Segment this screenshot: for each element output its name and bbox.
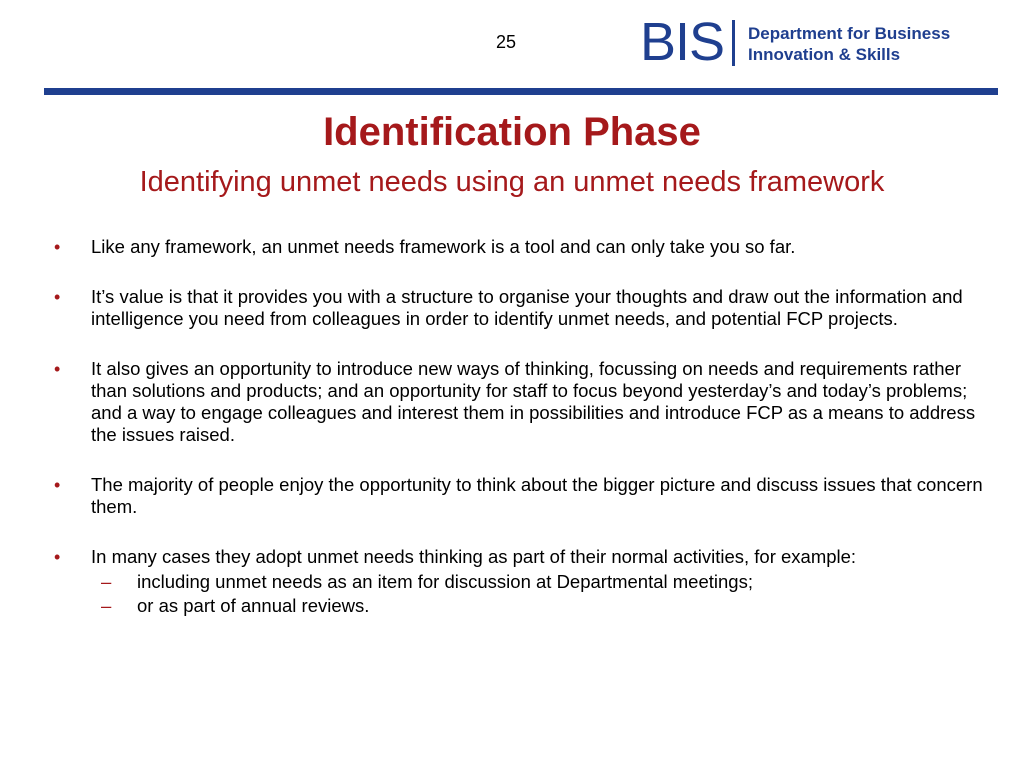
bullet-text: It also gives an opportunity to introduce new ways of thinking, focussing on needs and requirements rather than solutions and products; and an opportunity for staff to focus beyond yesterday’s and today’s problems; and a way to engage colleagues and interest them in possibilities and introduce FCP as a means to address the issues raised. (91, 358, 976, 445)
bullet-marker: • (54, 359, 61, 379)
sub-bullet-list (91, 570, 994, 618)
bullet-text: The majority of people enjoy the opportunity to think about the bigger picture and discuss issues that concern them. (91, 474, 983, 517)
bullet-text: Like any framework, an unmet needs framework is a tool and can only take you so far. (91, 236, 796, 257)
bullet-item (54, 546, 994, 618)
bullet-item (54, 286, 994, 330)
slide-title: Identification Phase (323, 110, 701, 154)
page-number: 25 (496, 32, 517, 52)
logo-line-2: Innovation & Skills (748, 45, 901, 64)
logo-text (748, 23, 950, 65)
sub-bullet-marker: – (101, 595, 112, 616)
bullet-marker: • (54, 547, 61, 567)
bullet-marker: • (54, 237, 61, 257)
sub-bullet-text: including unmet needs as an item for discussion at Departmental meetings; (137, 571, 753, 592)
bullet-list (54, 236, 994, 646)
bullet-item (54, 474, 994, 518)
bullet-item (54, 236, 994, 258)
bullet-text: In many cases they adopt unmet needs thinking as part of their normal activities, for example: (91, 546, 857, 567)
logo-letters: BIS (640, 12, 725, 72)
sub-bullet-item (91, 594, 994, 618)
logo-divider (732, 20, 735, 66)
header-divider (44, 88, 998, 95)
bullet-text: It’s value is that it provides you with a structure to organise your thoughts and draw out the information and intelligence you need from colleagues in order to identify unmet needs, and potential FCP projects. (91, 286, 963, 329)
bullet-item (54, 358, 994, 446)
bullet-marker: • (54, 475, 61, 495)
bullet-marker: • (54, 287, 61, 307)
logo-line-1: Department for Business (748, 24, 951, 43)
sub-bullet-item (91, 570, 994, 594)
slide-subtitle: Identifying unmet needs using an unmet needs framework (139, 166, 885, 198)
sub-bullet-text: or as part of annual reviews. (137, 595, 370, 616)
sub-bullet-marker: – (101, 571, 112, 592)
bis-logo (640, 14, 980, 72)
